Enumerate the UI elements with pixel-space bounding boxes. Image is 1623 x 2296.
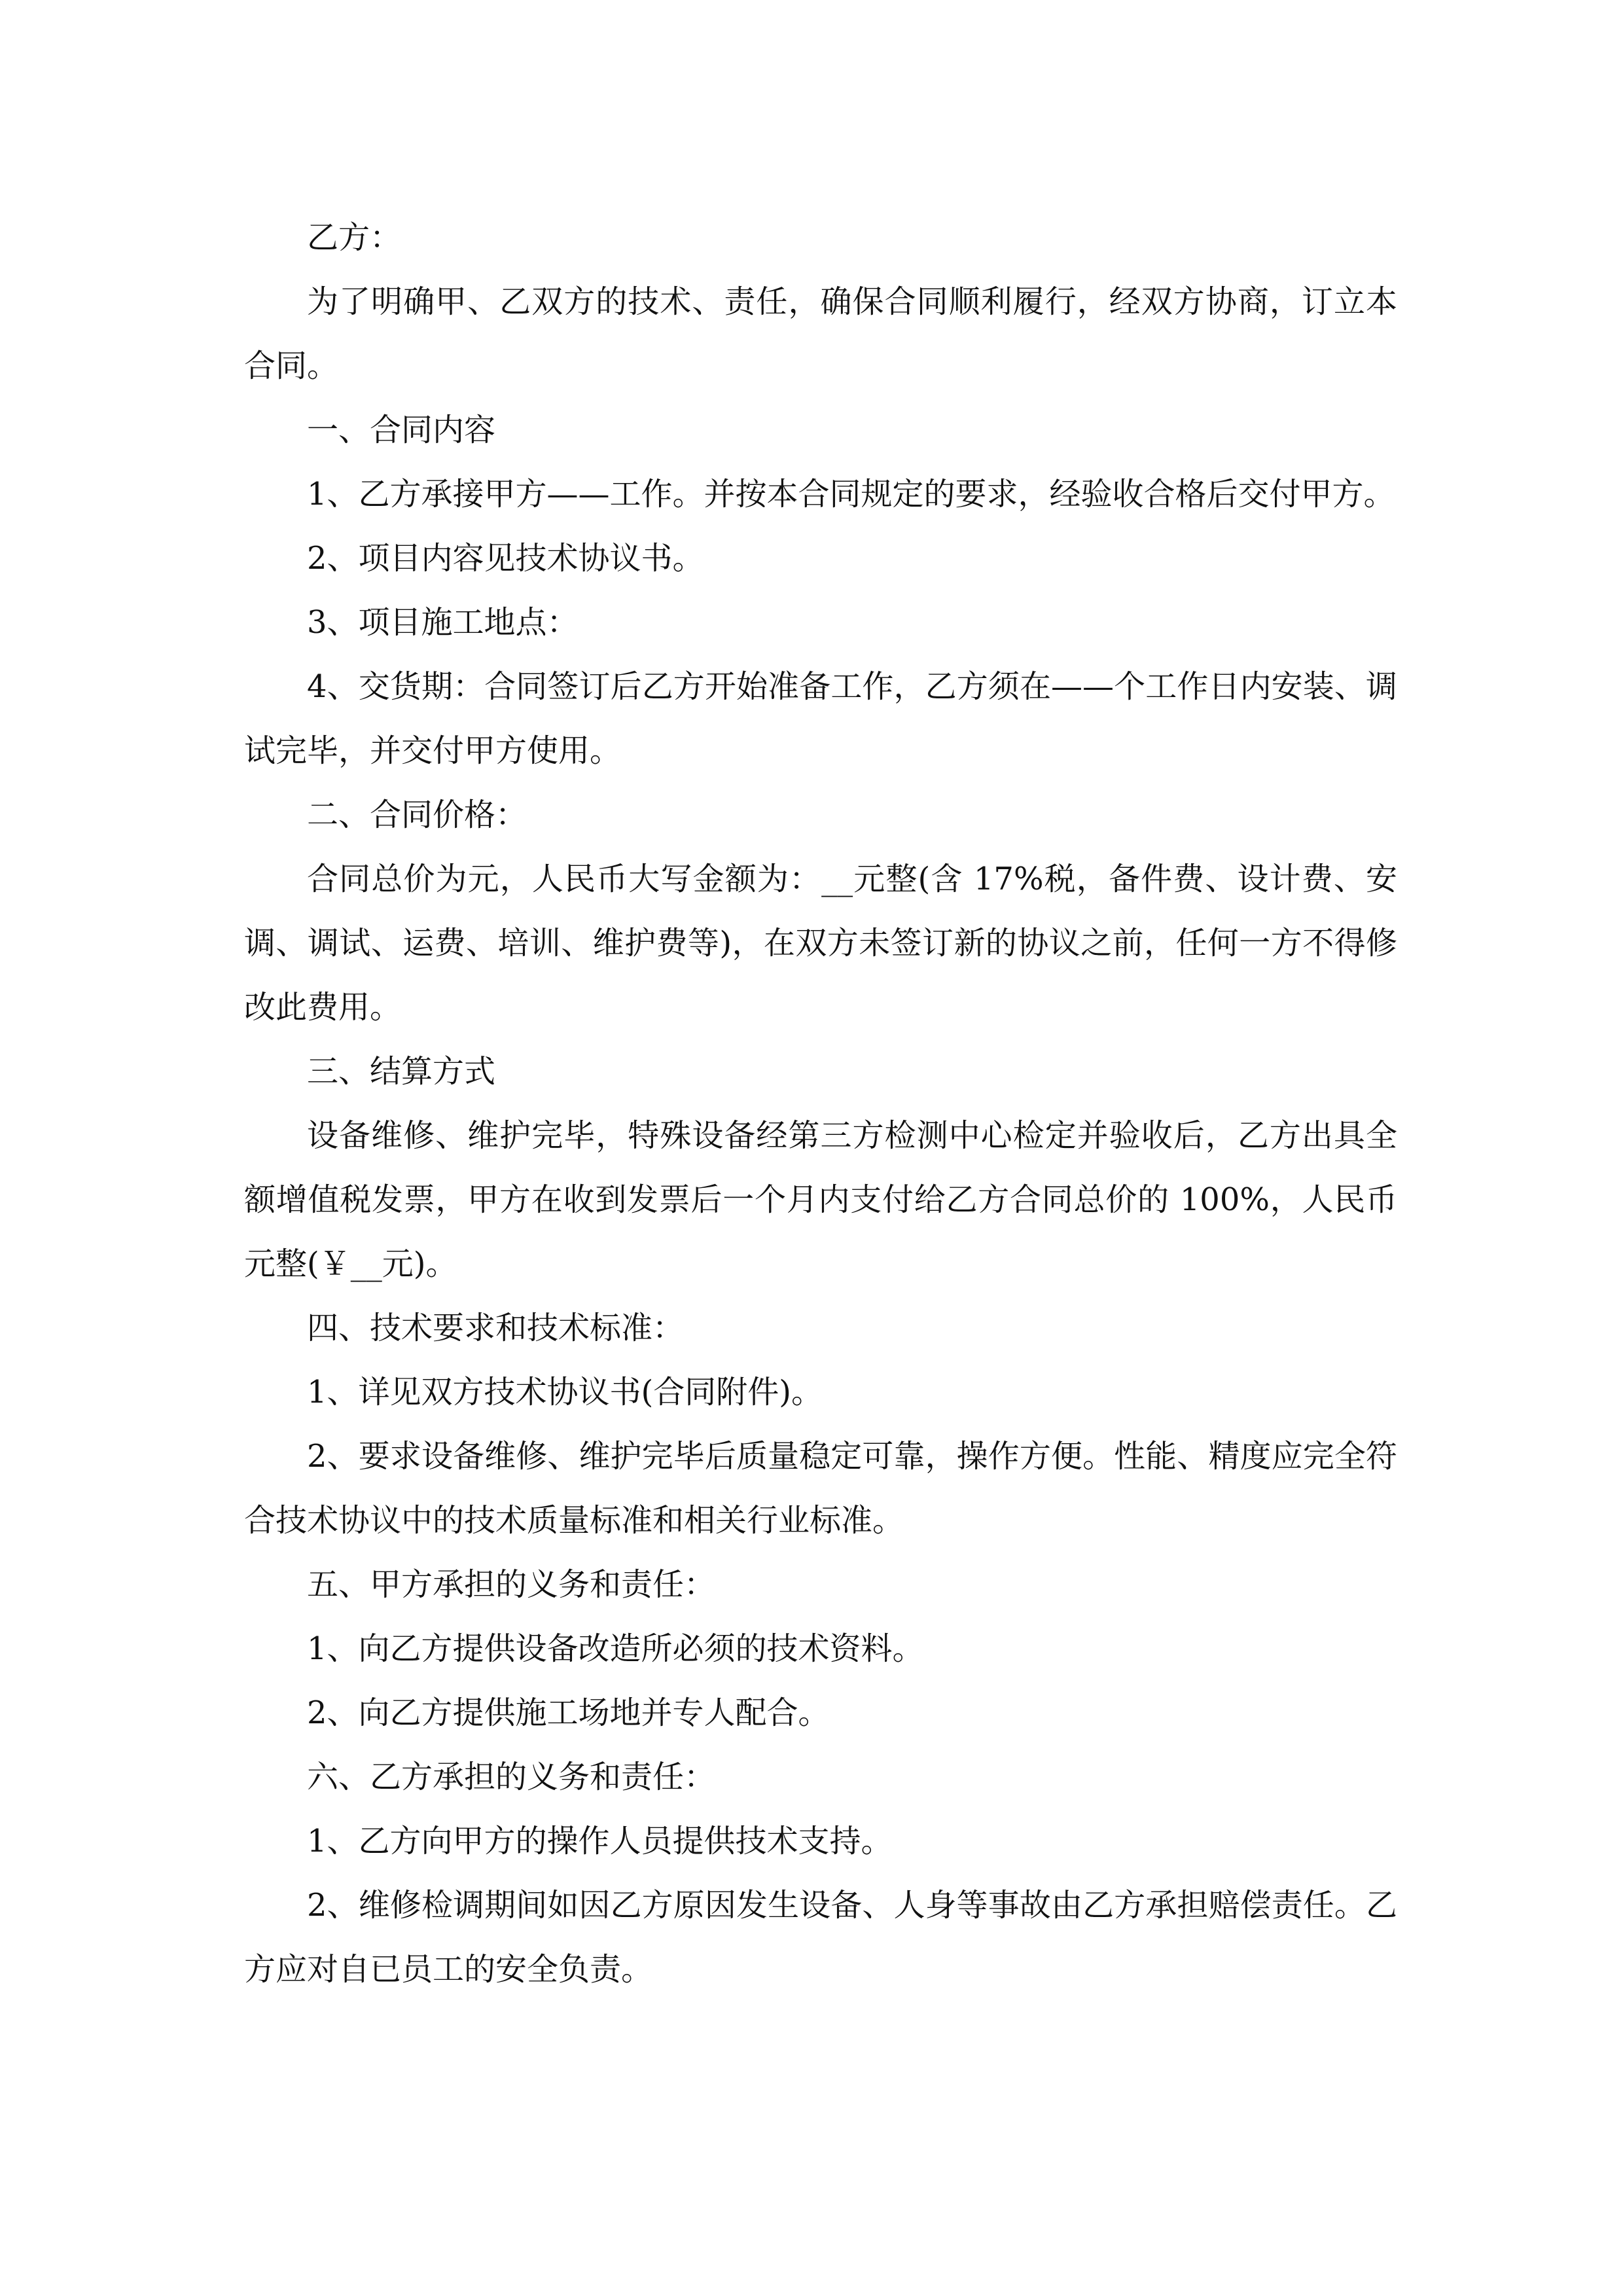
section-6-item-2: 2、维修检调期间如因乙方原因发生设备、人身等事故由乙方承担赔偿责任。乙方应对自已员工的安全负责。 (244, 1887, 1397, 1988)
party-b-line: 乙方： (307, 219, 402, 256)
preamble-paragraph: 为了明确甲、乙双方的技术、责任，确保合同顺利履行，经双方协商，订立本合同。 (244, 283, 1397, 384)
section-1-item-3: 3、项目施工地点： (307, 604, 579, 641)
section-2-body: 合同总价为元，人民币大写金额为：__元整(含 17%税，备件费、设计费、安调、调试、运费、培训、维护费等)，在双方未签订新的协议之前，任何一方不得修改此费用。 (244, 861, 1397, 1026)
section-4-heading: 四、技术要求和技术标准： (307, 1310, 685, 1346)
section-3-heading: 三、结算方式 (307, 1053, 496, 1090)
section-5-item-2: 2、向乙方提供施工场地并专人配合。 (307, 1695, 830, 1731)
section-6-heading: 六、乙方承担的义务和责任： (307, 1759, 716, 1795)
section-6-item-1: 1、乙方向甲方的操作人员提供技术支持。 (307, 1823, 893, 1859)
section-4-item-2: 2、要求设备维修、维护完毕后质量稳定可靠，操作方便。性能、精度应完全符合技术协议中的技术质量标准和相关行业标准。 (244, 1438, 1397, 1539)
section-1-item-1: 1、乙方承接甲方——工作。并按本合同规定的要求，经验收合格后交付甲方。 (307, 476, 1395, 512)
section-1-item-2: 2、项目内容见技术协议书。 (307, 540, 704, 577)
section-1-heading: 一、合同内容 (307, 412, 496, 448)
document-body (244, 206, 1397, 2001)
section-4-item-1: 1、详见双方技术协议书(合同附件)。 (307, 1374, 823, 1410)
section-1-item-4: 4、交货期：合同签订后乙方开始准备工作，乙方须在——个工作日内安装、调试完毕，并交付甲方使用。 (244, 668, 1397, 769)
section-5-heading: 五、甲方承担的义务和责任： (307, 1566, 716, 1603)
section-2-heading: 二、合同价格： (307, 797, 527, 833)
section-3-body: 设备维修、维护完毕，特殊设备经第三方检测中心检定并验收后，乙方出具全额增值税发票，甲方在收到发票后一个月内支付给乙方合同总价的 100%，人民币元整(￥__元)。 (244, 1117, 1397, 1282)
section-5-item-1: 1、向乙方提供设备改造所必须的技术资料。 (307, 1630, 924, 1667)
